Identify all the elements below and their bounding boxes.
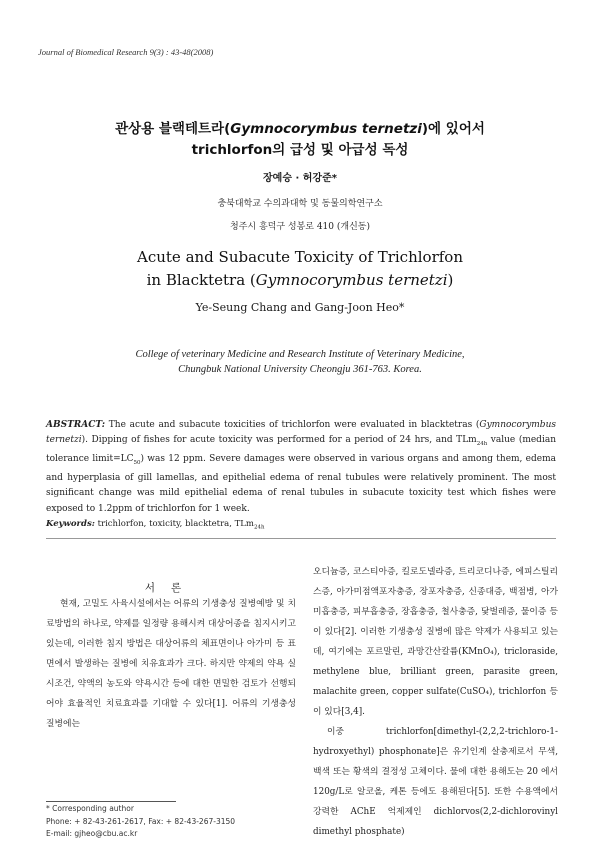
english-title-species: Gymnocorymbus ternetzi xyxy=(255,271,448,289)
korean-affiliation xyxy=(0,193,600,239)
abstract-species: Gymnocorymbus ternetzi xyxy=(46,420,556,446)
journal-citation: Journal of Biomedical Research 9(3) : 43-48(2008) xyxy=(38,47,214,57)
footnote-email: E-mail: gjheo@cbu.ac.kr xyxy=(46,829,138,838)
english-affiliation xyxy=(0,347,600,377)
abstract xyxy=(46,418,556,517)
footnote xyxy=(46,803,235,841)
abstract-text-3: value (median tolerance limit=LC xyxy=(46,435,556,465)
korean-affiliation-line2: 청주시 흥덕구 성봉로 410 (개신동) xyxy=(230,222,370,232)
korean-affiliation-line1: 충북대학교 수의과대학 및 동물의학연구소 xyxy=(217,199,383,209)
abstract-text-2: ). Dipping of fishes for acute toxicity was performed for a period of 24 hrs, and TLm xyxy=(81,435,477,446)
footnote-corresponding: * Corresponding author xyxy=(46,804,134,813)
intro-right-paragraph-2: 이중 trichlorfon[dimethyl-(2,2,2-trichloro-1-hydroxyethyl) phosphonate]은 유기인계 살충제로서 무색, 백색 또는 황색의 결정성 고체이다. 물에 대한 용해도는 20 에서 120g/L로 알코올, 케톤 등에도 용해된다[5]. 또한 수용액에서 강력한 AChE 억제제인 dichlorvos(2,2-dichlorovinyl dimethyl phosphate) xyxy=(313,727,558,837)
abstract-subscript-2: 50 xyxy=(133,460,141,466)
keywords-label: Keywords: xyxy=(46,519,95,529)
abstract-text-4: ) was 12 ppm. Severe damages were observed in various organs and among them, edema and hyperplasia of gill lamellas, and epithelial edema of renal tubules were relatively prominent. The most significant change was mild epithelial edema of renal tubules in subacute toxicity test which fishes were exposed to 1.2ppm of trichlorfon for 1 week. xyxy=(46,454,556,514)
abstract-text-1: The acute and subacute toxicities of trichlorfon were evaluated in blacktetras ( xyxy=(105,420,480,430)
intro-right-column xyxy=(313,562,558,842)
footnote-phone-fax: Phone: + 82-43-261-2617, Fax: + 82-43-267-3150 xyxy=(46,816,236,826)
keywords-text: trichlorfon, toxicity, blacktetra, TLm xyxy=(94,519,254,529)
korean-title-species: Gymnocorymbus ternetzi xyxy=(230,121,422,137)
korean-title-line1 xyxy=(0,119,600,140)
intro-right-paragraph-1: 오디늄증, 코스티아증, 킬로도넬라증, 트리코디나증, 에피스틸리스증, 아가미점액포자충증, 장포자충증, 신종대증, 백점병, 아가미흡충증, 피부흡충증, 장흡충증, 철사충증, 닻벌레증, 물이증 등이 있다[2]. 이러한 기생충성 질병에 많은 약제가 사용되고 있는데, 여기에는 포르말린, 과망간산칼륨(KMnO₄), tricloraside, methylene blue, brilliant green, parasite green, malachite green, copper sulfate(CuSO₄), trichlorfon 등이 있다[3,4]. xyxy=(313,567,558,717)
korean-title-pre: 관상용 블랙테트라( xyxy=(115,121,231,137)
korean-title-post: )에 있어서 xyxy=(421,121,485,137)
english-title-post: ) xyxy=(447,271,454,289)
footnote-divider xyxy=(46,801,176,802)
english-title-line1: Acute and Subacute Toxicity of Trichlorfon xyxy=(137,248,463,266)
keywords xyxy=(46,519,265,531)
intro-left-column: 현재, 고밀도 사육시설에서는 어류의 기생충성 질병예방 및 치료방법의 하나로, 약제를 일정량 용해시켜 대상어종을 침지시키고 있는데, 이러한 침지 방법은 대상어류의 체표면이나 아가미 등 표면에서 발생하는 질병에 치유효과가 크다. 하지만 약제의 약욕 실시조건, 약액의 농도와 약욕시간 등에 대한 면밀한 검토가 선행되어야 효율적인 치료효과를 기대할 수 있다[1]. 어류의 기생충성 질병에는 xyxy=(46,599,296,729)
english-title-line2 xyxy=(0,269,600,292)
korean-authors: 장예승 · 허강준* xyxy=(263,173,337,184)
abstract-subscript-1: 24h xyxy=(476,441,488,447)
abstract-label: ABSTRACT: xyxy=(46,420,106,430)
section-divider xyxy=(46,538,556,539)
section-heading-introduction: 서론 xyxy=(144,582,198,594)
english-authors: Ye-Seung Chang and Gang-Joon Heo* xyxy=(195,301,405,314)
korean-title xyxy=(0,119,600,161)
english-title-pre: in Blacktetra ( xyxy=(146,271,256,289)
keywords-subscript: 24h xyxy=(254,524,265,531)
english-title xyxy=(0,246,600,292)
english-affiliation-line2: Chungbuk National University Cheongju 361-763. Korea. xyxy=(178,364,422,375)
korean-title-line2: trichlorfon의 급성 및 아급성 독성 xyxy=(191,142,409,158)
english-affiliation-line1: College of veterinary Medicine and Research Institute of Veterinary Medicine, xyxy=(135,349,465,360)
